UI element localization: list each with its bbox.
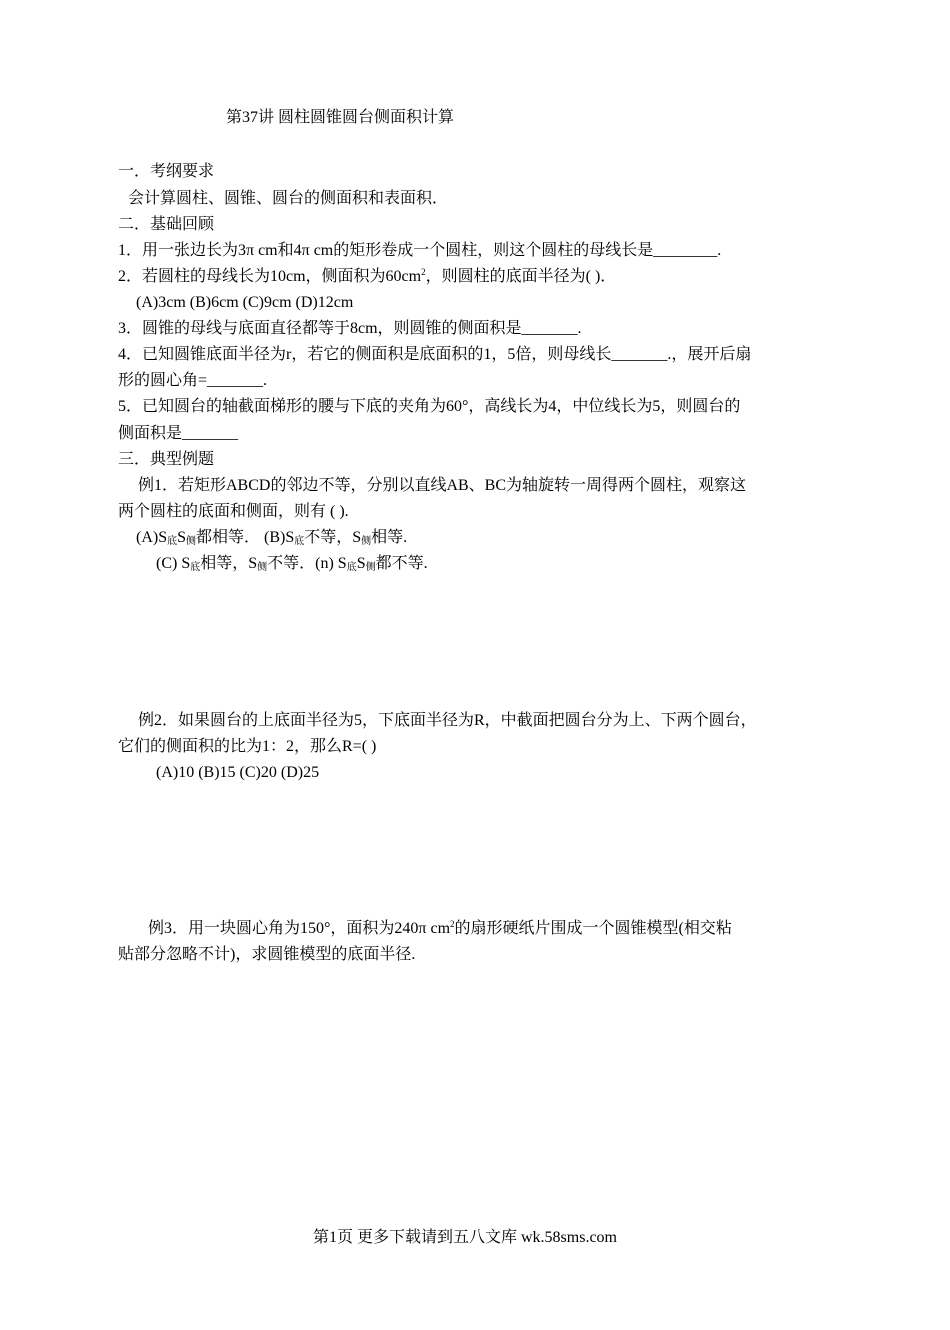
subscript: 侧 <box>257 562 268 573</box>
section-heading-examples: 三．典型例题 <box>118 451 215 468</box>
option-text: S <box>356 555 366 572</box>
example-2-options: (A)10 (B)15 (C)20 (D)25 <box>156 764 320 781</box>
syllabus-text: 会计算圆柱、圆锥、圆台的侧面积和表面积． <box>128 190 449 207</box>
subscript: 底 <box>346 562 357 573</box>
question-2-options: (A)3cm (B)6cm (C)9cm (D)12cm <box>136 294 354 311</box>
subscript: 底 <box>294 536 305 547</box>
option-text: 相等，S <box>200 555 258 572</box>
subscript: 侧 <box>361 536 372 547</box>
subscript: 侧 <box>186 536 197 547</box>
subscript: 底 <box>190 562 201 573</box>
section-heading-syllabus: 一．考纲要求 <box>118 163 215 180</box>
example-1-options-ab <box>136 528 407 550</box>
option-text: 都相等． (B)S <box>196 529 295 546</box>
example-1-line-2: 两个圆柱的底面和侧面，则有 ( ). <box>118 503 349 520</box>
example-1-options-cd <box>156 554 428 576</box>
question-3: 3．圆锥的母线与底面直径都等于8cm，则圆锥的侧面积是_______. <box>118 320 582 337</box>
option-text: (C) S <box>156 555 191 572</box>
question-4-line-1: 4．已知圆锥底面半径为r，若它的侧面积是底面积的1，5倍，则母线长_______.，展开后扇 <box>118 346 752 363</box>
example-2-line-2: 它们的侧面积的比为1：2，那么R=( ) <box>118 738 377 755</box>
question-2 <box>118 267 616 288</box>
option-text: (A)S <box>136 529 168 546</box>
option-text: 不等，S <box>304 529 362 546</box>
superscript: 2 <box>421 267 426 277</box>
page-title: 第37讲 圆柱圆锥圆台侧面积计算 <box>226 109 455 126</box>
example-1-line-1: 例1．若矩形ABCD的邻边不等，分别以直线AB、BC为轴旋转一周得两个圆柱，观察这 <box>138 477 747 494</box>
page-footer: 第1页 更多下载请到五八文库 wk.58sms.com <box>313 1229 618 1246</box>
question-4-line-2: 形的圆心角=_______. <box>118 372 268 389</box>
example-3-text-end: 的扇形硬纸片围成一个圆锥模型(相交粘 <box>454 920 732 937</box>
question-2-text-end: ，则圆柱的底面半径为( )． <box>425 268 617 285</box>
superscript: 2 <box>450 919 455 929</box>
question-5-line-2: 侧面积是_______ <box>118 425 239 442</box>
section-heading-review: 二．基础回顾 <box>118 216 215 233</box>
example-3-line-2: 贴部分忽略不计)，求圆锥模型的底面半径. <box>118 946 416 963</box>
example-3-line-1 <box>148 919 732 940</box>
option-text: 相等. <box>371 529 408 546</box>
option-text: 都不等. <box>375 555 428 572</box>
question-5-line-1: 5．已知圆台的轴截面梯形的腰与下底的夹角为60°，高线长为4，中位线长为5，则圆台的 <box>118 398 741 415</box>
option-text: S <box>177 529 187 546</box>
question-2-text: 2．若圆柱的母线长为10cm，侧面积为60cm <box>118 268 422 285</box>
example-2-line-1: 例2．如果圆台的上底面半径为5，下底面半径为R，中截面把圆台分为上、下两个圆台， <box>138 712 757 729</box>
question-1: 1．用一张边长为3π cm和4π cm的矩形卷成一个圆柱，则这个圆柱的母线长是________. <box>118 242 722 259</box>
subscript: 侧 <box>365 562 376 573</box>
option-text: 不等．(n) S <box>267 555 347 572</box>
subscript: 底 <box>167 536 178 547</box>
example-3-text: 例3．用一块圆心角为150°，面积为240π cm <box>148 920 451 937</box>
